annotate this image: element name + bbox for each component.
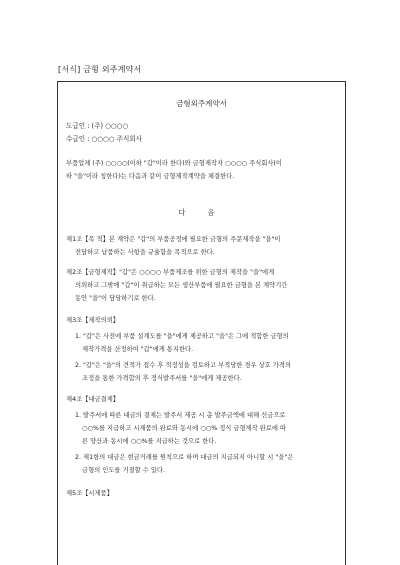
article4-item: ○○%를 지급하고 시제품의 완료와 동시에 ○○% 정식 금형제작 완료에 따 — [82, 425, 287, 432]
article4-item: 금형의 인도를 거절할 수 있다. — [82, 467, 166, 474]
preamble-line: 하 "을"이라 칭한다)는 다음과 같이 금형제작계약을 체결한다. — [66, 173, 235, 180]
article2-line: 제2조【금형제작】"갑"은 ○○○○ 부품제조를 위한 금형의 제작을 "을"에게 — [66, 269, 275, 276]
article3-item: 제작가격을 산정하여 "갑"에게 통지한다. — [82, 346, 194, 353]
article4-item: 른 양산과 동시에 ○○%를 지급하는 것으로 한다. — [82, 438, 217, 445]
article1-line: 전담하고 납품하는 사항을 규율함을 목적으로 한다. — [75, 249, 215, 256]
article5-title: 제5조【시제품】 — [66, 490, 114, 497]
document-title: 금형외주계약서 — [176, 99, 227, 108]
article4-title: 제4조【대금결제】 — [66, 396, 120, 403]
article3-item: 2. "갑"은 "을"의 견적가 접수 후 적정성을 검토하고 부적당한 경우 상호 가격의 — [75, 362, 292, 369]
article2-line: 의뢰하고 그밖에 "갑"이 취급하는 모든 생산부품에 필요한 금형을 본 계약기간 — [75, 282, 288, 289]
article1-line: 제1조【목 적】본 계약은 "갑"의 부품공정에 필요한 금형의 주문제작을 "을"이 — [66, 236, 281, 243]
supplier-line: 도급인 : (주) ○○○○ — [66, 122, 129, 130]
form-label: [서식] 금형 외주계약서 — [58, 65, 142, 74]
preamble-line: 부품업체 (주) ○○○○(이하 "갑"이라 한다)와 금형제작자 ○○○○ 주식회사(이 — [66, 160, 282, 167]
article3-item: 조정을 통한 가격합의 후 정식발주서를 "을"에게 제공한다. — [82, 375, 242, 382]
contractor-line: 수급인 : ○○○○ 주식회사 — [66, 135, 143, 143]
article3-item: 1. "갑"은 사전에 부품 설계도를 "을"에게 제공하고 "을"은 그에 적합한 금형의 — [75, 333, 289, 340]
article3-title: 제3조【제작의뢰】 — [66, 317, 120, 324]
article4-item: 1. 발주서에 따른 대금의 결제는 발주서 제공 시 총 발주금액에 대해 선금으로 — [75, 412, 286, 419]
article4-item: 2. 제1항의 대금은 현금거래를 원칙으로 하며 대금의 지급되지 아니할 시 "을"은 — [75, 454, 294, 461]
document-frame — [57, 81, 346, 565]
section-heading: 다 음 — [178, 208, 225, 217]
article2-line: 동안 "을"이 담당하기로 한다. — [75, 295, 156, 302]
